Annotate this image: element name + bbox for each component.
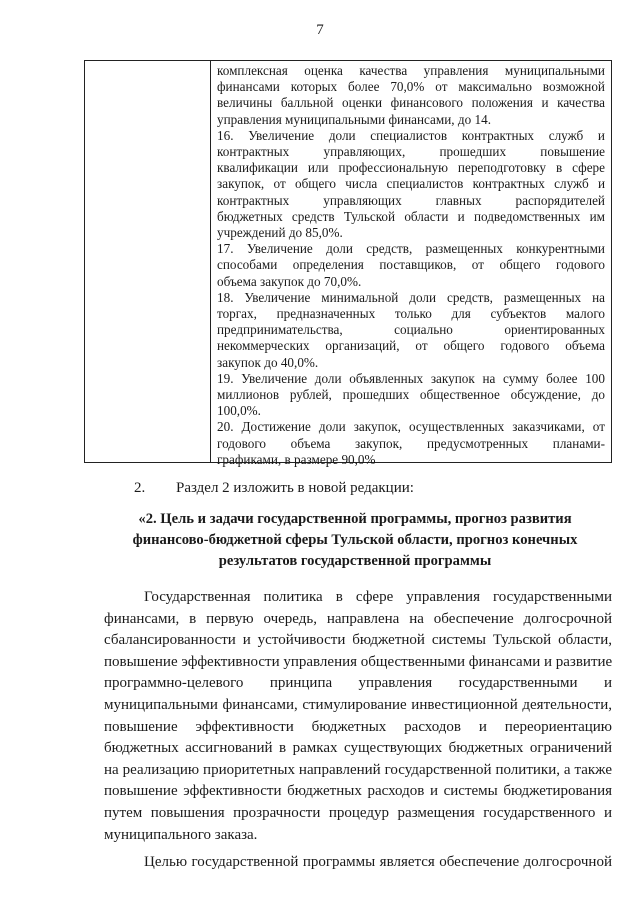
table-line: годового объема закупок, предусмотренных планами- [217, 435, 605, 451]
table-line: некоммерческих организаций, от общего годового объема [217, 338, 605, 354]
table-line: предпринимательства, социально ориентированных [217, 322, 605, 338]
table-line: контрактных управляющих главных распорядителей [217, 192, 605, 208]
body-line: повышение эффективности бюджетных расходов и переориентацию [104, 718, 612, 735]
table-line: способами определения поставщиков, от общего годового [217, 257, 605, 273]
table-line: учреждений до 85,0%. [217, 225, 343, 241]
table-cell-indicators [217, 63, 605, 468]
table-line: 17. Увеличение доли средств, размещенных конкурентными [217, 241, 605, 257]
section-title [110, 509, 600, 572]
table-line: бюджетных средств Тульской области и подведомственных им [217, 208, 605, 224]
body-line: финансами, в первую очередь, направлена на обеспечение долгосрочной [104, 610, 612, 627]
body-line: программно-целевого принципа управления государственными и [104, 675, 612, 692]
table-line: торгах, предназначенных только для субъектов малого [217, 306, 605, 322]
table-line: контрактных управляющих, прошедших повышение [217, 144, 605, 160]
body-line: муниципального заказа. [104, 826, 258, 843]
indicators-table [84, 60, 612, 467]
table-line: квалификации или профессиональную переподготовку в сфере [217, 160, 605, 176]
section-title-line: «2. Цель и задачи государственной программы, прогноз развития [138, 511, 572, 527]
body-text [104, 587, 612, 874]
body-line: Целью государственной программы является обеспечение долгосрочной [144, 854, 612, 871]
amendment-instruction [134, 480, 414, 497]
table-line: миллионов рублей, прошедших общественное обсуждение, до [217, 387, 605, 403]
body-line: Государственная политика в сфере управления государственными [144, 589, 612, 605]
instruction-number: 2. [134, 480, 146, 496]
table-line: комплексная оценка качества управления муниципальными [217, 63, 605, 78]
instruction-text: Раздел 2 изложить в новой редакции: [176, 480, 414, 496]
body-line: на реализацию приоритетных направлений государственной политики, а также [104, 761, 612, 778]
body-line: повышение эффективности бюджетных расходов и системы бюджетирования [104, 783, 612, 800]
table-line: 100,0%. [217, 403, 261, 419]
table-column-divider [210, 61, 211, 462]
table-line: графиками, в размере 90,0% [217, 451, 376, 467]
table-line: 16. Увеличение доли специалистов контрактных служб и [217, 127, 605, 143]
table-line: 20. Достижение доли закупок, осуществленных заказчиками, от [217, 419, 605, 435]
table-line: величины балльной оценки финансового положения и качества [217, 95, 605, 111]
table-line: объема закупок до 70,0%. [217, 273, 362, 289]
body-line: повышение эффективности управления общественными финансами и развитие [104, 653, 613, 670]
body-line: сбалансированности и устойчивости бюджетной системы Тульской области, [104, 632, 612, 649]
body-line: бюджетных ассигнований в рамках существующих бюджетных ограничений [104, 740, 612, 757]
table-line: закупок, от общего числа специалистов контрактных служб и [217, 176, 605, 192]
section-title-line: результатов государственной программы [218, 553, 492, 569]
table-line: закупок до 40,0%. [217, 354, 319, 370]
body-line: путем повышения прозрачности процедур размещения государственного и [104, 804, 612, 821]
section-title-line: финансово-бюджетной сферы Тульской области, прогноз конечных [132, 532, 578, 548]
body-line: муниципальными финансами, стимулирование инвестиционной деятельности, [104, 696, 612, 713]
table-line: 19. Увеличение доли объявленных закупок на сумму более 100 [217, 370, 605, 386]
table-line: 18. Увеличение минимальной доли средств, размещенных на [217, 289, 605, 305]
table-line: финансами которых более 70,0% от максимально возможной [217, 79, 605, 95]
table-line: управления муниципальными финансами, до 14. [217, 111, 491, 127]
page-number: 7 [316, 22, 324, 38]
